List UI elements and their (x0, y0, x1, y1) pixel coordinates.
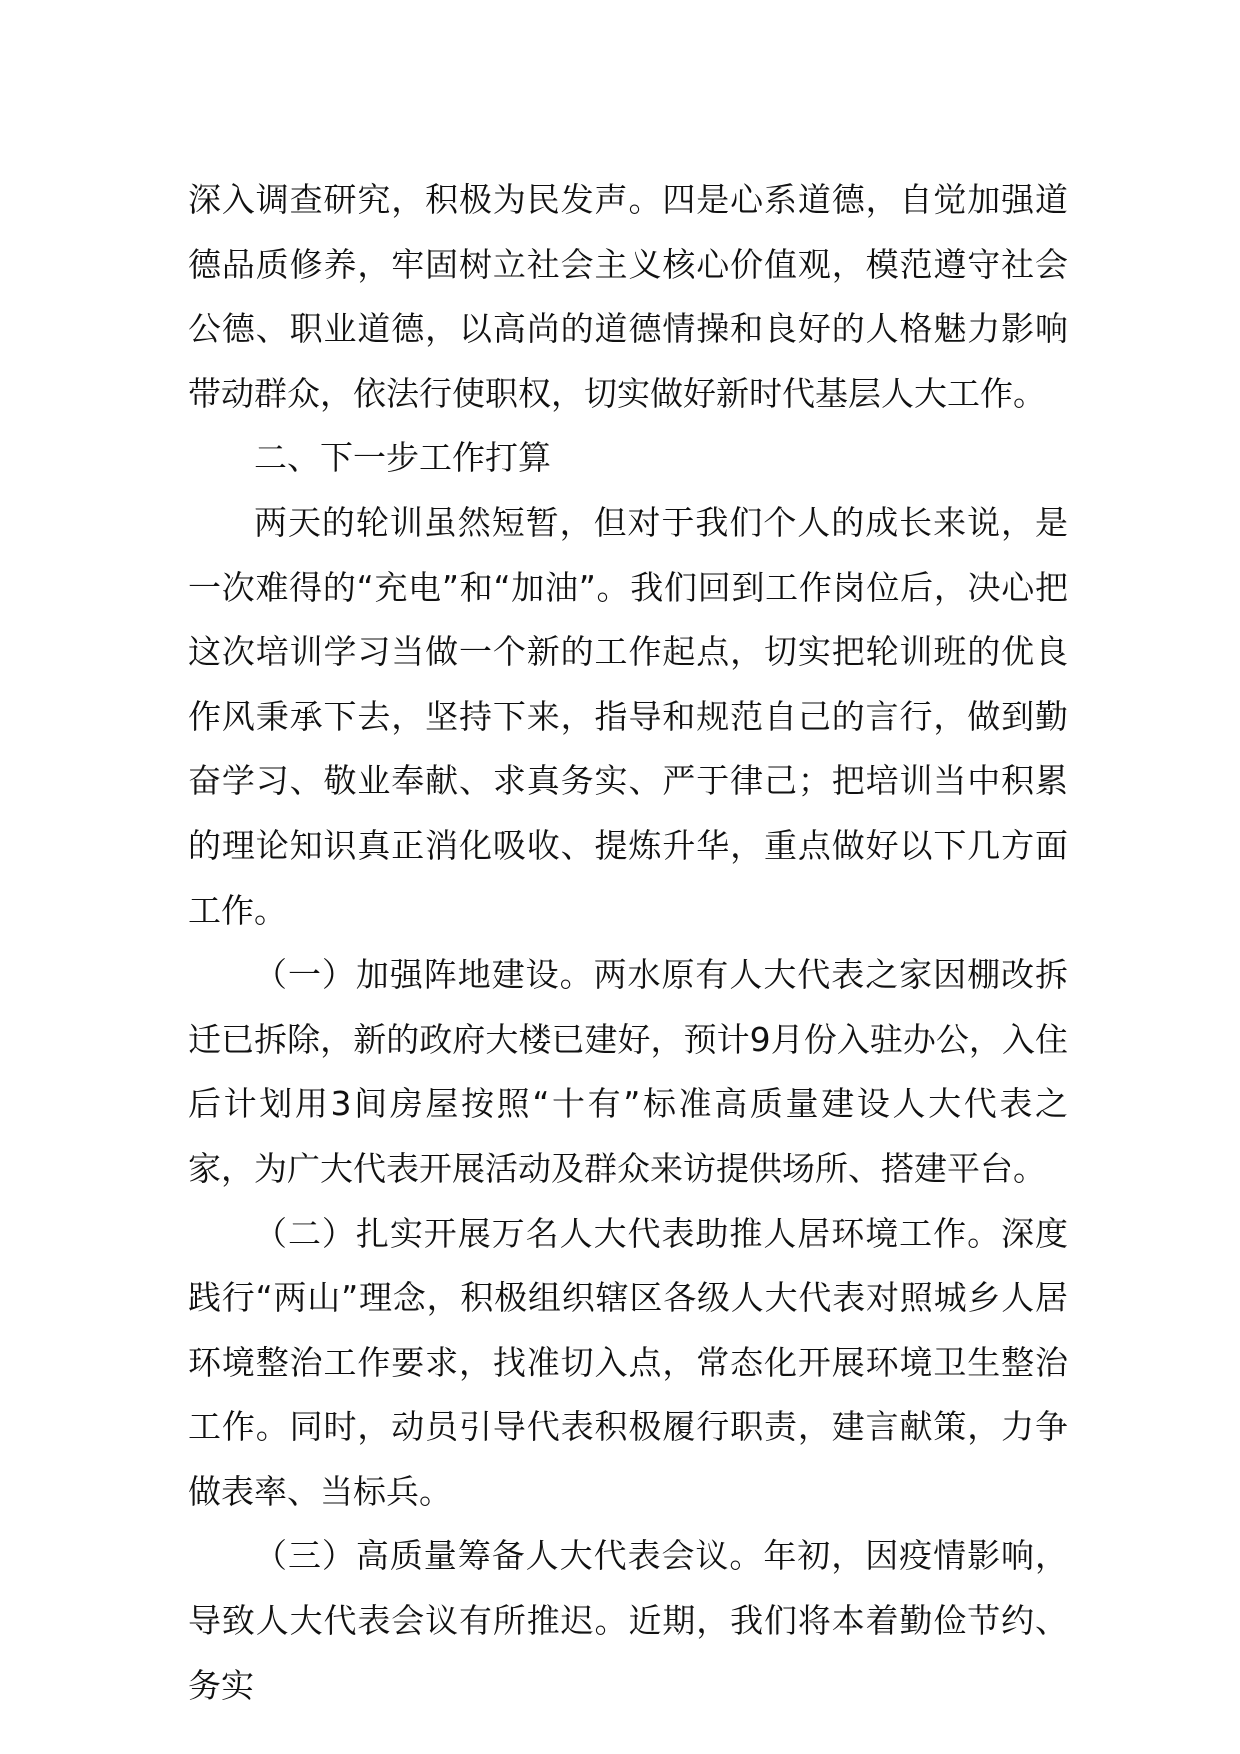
paragraph-item-2: （二）扎实开展万名人大代表助推人居环境工作。深度践行“两山”理念，积极组织辖区各级人大代表对照城乡人居环境整治工作要求，找准切入点，常态化开展环境卫生整治工作。同时，动员引导代表积极履行职责，建言献策，力争做表率、当标兵。 (188, 1213, 1068, 1511)
section-heading-next-steps: 二、下一步工作打算 (254, 438, 551, 478)
paragraph-training-summary: 两天的轮训虽然短暂，但对于我们个人的成长来说，是一次难得的“充电”和“加油”。我们回到工作岗位后，决心把这次培训学习当做一个新的工作起点，切实把轮训班的优良作风秉承下去，坚持下来，指导和规范自己的言行，做到勤奋学习、敬业奉献、求真务实、严于律己；把培训当中积累的理论知识真正消化吸收、提炼升华，重点做好以下几方面工作。 (188, 502, 1068, 930)
paragraph-item-3: （三）高质量筹备人大代表会议。年初，因疫情影响，导致人大代表会议有所推迟。近期，我们将本着勤俭节约、务实 (188, 1536, 1068, 1705)
paragraph-item-1: （一）加强阵地建设。两水原有人大代表之家因棚改拆迁已拆除，新的政府大楼已建好，预计9月份入驻办公，入住后计划用3间房屋按照“十有”标准高质量建设人大代表之家，为广大代表开展活动及群众来访提供场所、搭建平台。 (188, 955, 1068, 1188)
document-body (188, 168, 1068, 1718)
paragraph-continuation: 深入调查研究，积极为民发声。四是心系道德，自觉加强道德品质修养，牢固树立社会主义核心价值观，模范遵守社会公德、职业道德，以高尚的道德情操和良好的人格魅力影响带动群众，依法行使职权，切实做好新时代基层人大工作。 (188, 180, 1068, 413)
